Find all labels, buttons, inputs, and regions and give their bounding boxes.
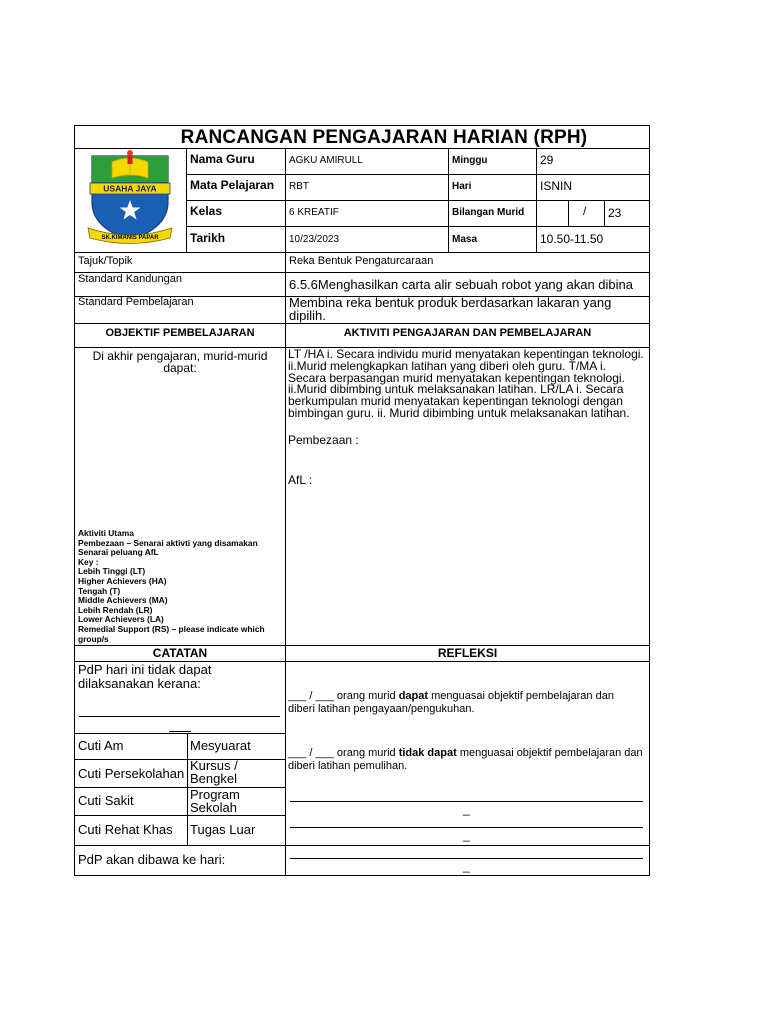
notes-line: Remedial Support (RS) – please indicate which group/s [78,623,265,644]
cuti-persekolahan-label: Cuti Persekolahan [78,766,185,781]
refleksi-heading: REFLEKSI [437,646,498,660]
reason-underline [79,716,280,717]
row-line [75,845,650,846]
tarikh-label: Tarikh [190,231,226,245]
pembezaan-label: Pembezaan : [288,433,359,447]
hari-value: ISNIN [540,179,573,193]
notes-line: Pembezaan – Senarai aktivti yang disamakan [78,537,258,548]
tajuk-label: Tajuk/Topik [78,255,133,267]
row-line [186,226,650,227]
refleksi-blank-1: ___ / ___ orang murid [288,690,399,702]
notes-line: Higher Achievers (HA) [78,575,167,586]
notes-line: Senarai peluang AfL [78,547,159,558]
mata-pelajaran-value: RBT [289,181,309,192]
standard-pembelajaran-value: Membina reka bentuk produk berdasarkan lakaran yang dipilih. [289,295,612,323]
row-line [75,815,285,816]
pdp-dibawa-label: PdP akan dibawa ke hari: [78,852,226,867]
minggu-label: Minggu [452,155,488,166]
bilangan-murid-value: 23 [608,206,622,220]
logo-ribbon-text: SK.KIMANIS PAPAR [101,235,159,241]
col-line [448,148,449,252]
bilangan-murid-label: Bilangan Murid [452,207,525,218]
aktiviti-heading: AKTIVITI PENGAJARAN DAN PEMBELAJARAN [343,327,592,339]
masa-value: 10.50-11.50 [540,232,604,246]
standard-kandungan-value: 6.5.6Menghasilkan carta alir sebuah robot yang akan dibina [289,277,634,292]
row-line [186,174,650,175]
refleksi-tidak-dapat-text [288,747,643,773]
catatan-heading: CATATAN [152,646,208,660]
tugas-luar-label: Tugas Luar [190,822,256,837]
row-line [75,252,650,253]
mata-pelajaran-label: Mata Pelajaran [190,178,275,192]
minggu-value: 29 [540,153,554,167]
hari-label: Hari [452,181,472,192]
col-line [604,200,605,226]
notes-list [78,529,283,644]
pdp-reason-text: PdP hari ini tidak dapat dilaksanakan kerana: [78,662,212,691]
col-line [187,733,188,845]
notes-line: Tengah (T) [78,585,121,596]
col-line [568,200,569,226]
refleksi-line-mark: _ [463,802,470,816]
refleksi-rest-1: menguasai objektif pembelajaran dan diberi latihan pengayaan/pengukuhan. [288,690,614,715]
notes-line: Middle Achievers (MA) [78,595,168,606]
nama-guru-value: AGKU AMIRULL [289,155,363,166]
reason-underline-short [169,731,191,732]
cuti-rehat-khas-label: Cuti Rehat Khas [78,822,173,837]
afl-label: AfL : [288,473,313,487]
notes-line: Lower Achievers (LA) [78,614,164,625]
standard-pembelajaran-label: Standard Pembelajaran [78,296,194,308]
objektif-heading: OBJEKTIF PEMBELAJARAN [105,327,255,339]
notes-line: Lebih Tinggi (LT) [78,566,146,577]
kelas-label: Kelas [190,204,223,218]
notes-line: Key : [78,556,99,567]
refleksi-blank-2: ___ / ___ orang murid [288,747,399,759]
refleksi-line-mark: _ [463,859,470,873]
row-line [75,733,285,734]
nama-guru-label: Nama Guru [190,152,255,166]
cuti-am-label: Cuti Am [78,738,124,753]
kursus-label: Kursus / Bengkel [190,758,238,787]
bilangan-murid-slash: / [583,204,587,218]
notes-line: Aktiviti Utama [78,528,134,538]
kelas-value: 6 KREATIF [289,207,339,218]
cuti-sakit-label: Cuti Sakit [78,793,134,808]
school-crest-logo [84,150,176,248]
col-line [536,148,537,252]
col-line [186,148,187,252]
mesyuarat-label: Mesyuarat [190,738,251,753]
objektif-text: Di akhir pengajaran, murid-murid dapat: [92,349,268,375]
tarikh-value: 10/23/2023 [289,234,340,245]
refleksi-tidak-dapat-word: tidak dapat [398,747,457,759]
col-line [285,148,286,876]
row-line [75,148,650,149]
standard-kandungan-label: Standard Kandungan [78,273,182,285]
masa-label: Masa [452,234,478,245]
row-line [75,323,650,324]
program-sekolah-label: Program Sekolah [190,787,240,816]
aktiviti-text: LT /HA i. Secara individu murid menyatakan kepentingan teknologi. ii.Murid melengkapkan latihan yang diberi oleh guru. T/MA i. Secara berpasangan murid menyatakan kepentingan teknologi. ii.Murid dibimbing untuk melaksanakan latihan. LR/LA i. Secara berkumpulan murid menyatakan kepentingan teknologi dengan bimbingan guru. ii. Murid dibimbing untuk melaksanakan latihan. [288,347,644,420]
refleksi-rest-2: menguasai objektif pembelajaran dan diberi latihan pemulihan. [288,747,643,772]
row-line [186,200,650,201]
refleksi-dapat-word: dapat [398,690,429,702]
logo-banner-text: USAHA JAYA [103,183,157,194]
page-title: RANCANGAN PENGAJARAN HARIAN (RPH) [180,127,588,148]
tajuk-value: Reka Bentuk Pengaturcaraan [289,255,434,267]
notes-line: Lebih Rendah (LR) [78,604,153,615]
refleksi-dapat-text [288,690,643,716]
refleksi-line-mark: _ [463,828,470,842]
